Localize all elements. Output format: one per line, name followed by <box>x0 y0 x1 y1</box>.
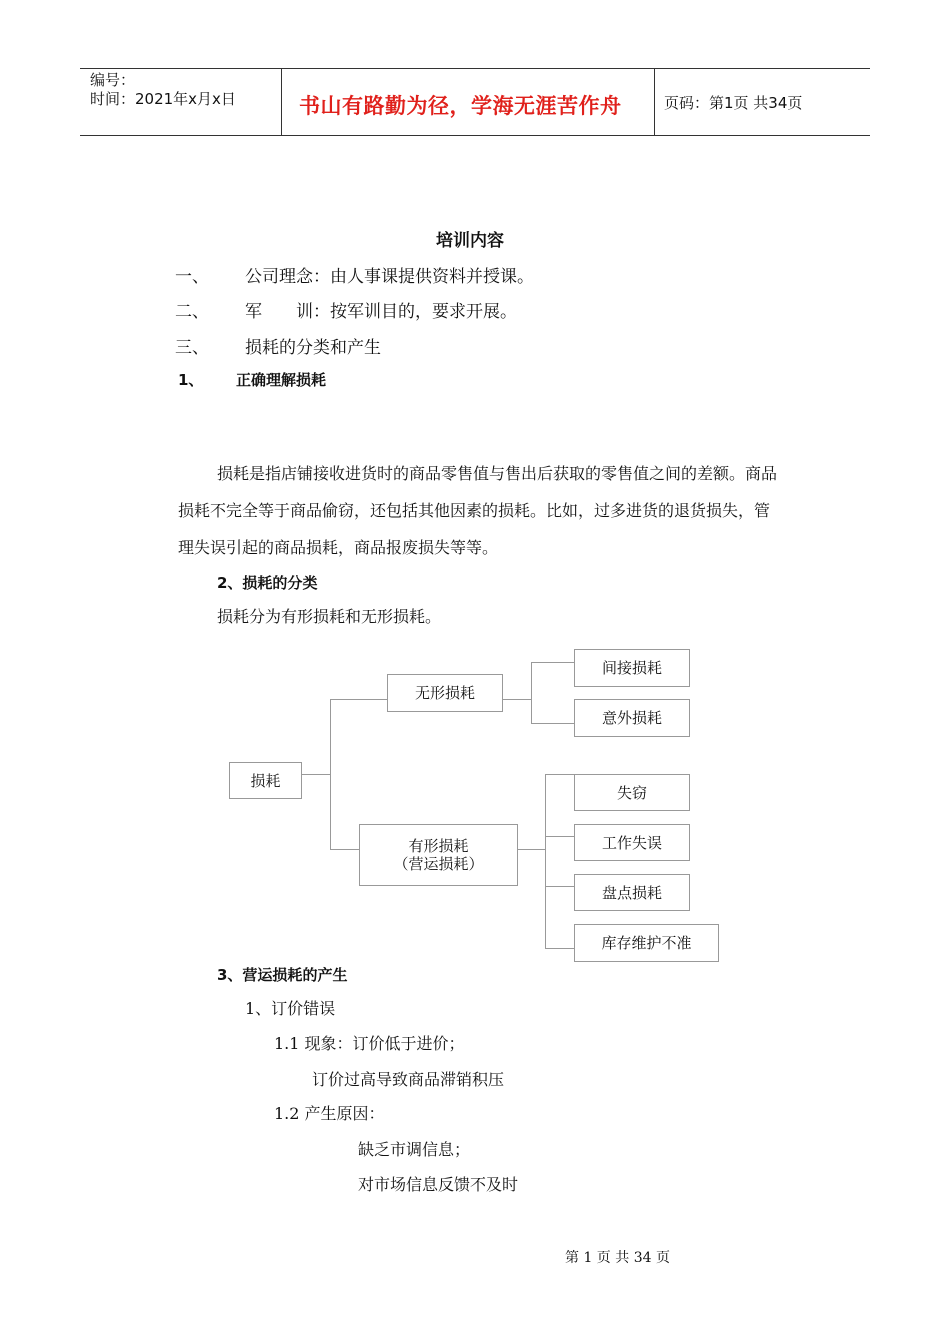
diagram-inventory-loss-box <box>574 874 690 911</box>
section-3-num: 三、 <box>175 338 209 358</box>
diagram-intangible-box <box>387 674 503 712</box>
diagram-tangible-label-2: （营运损耗） <box>393 855 484 873</box>
item-1: 1、订价错误 <box>245 999 336 1018</box>
connector-to-theft <box>545 774 574 775</box>
diagram-inventory-loss-label: 盘点损耗 <box>601 883 662 902</box>
connector-to-stock-maintenance <box>545 948 574 949</box>
section-1-num: 一、 <box>175 267 209 287</box>
header-motto: 书山有路勤为径，学海无涯苦作舟 <box>299 94 622 118</box>
diagram-theft-label: 失窃 <box>616 783 647 802</box>
subsection-1-num: 1、 <box>178 371 204 389</box>
connector-to-accidental <box>531 723 574 724</box>
subsection-2-title: 2、损耗的分类 <box>217 574 318 592</box>
paragraph-line-3: 理失误引起的商品损耗，商品报废损失等等。 <box>178 538 499 557</box>
item-1-2-reason-2: 对市场信息反馈不及时 <box>358 1175 519 1194</box>
item-1-2-reason-1: 缺乏市调信息； <box>358 1140 471 1159</box>
subsection-2-desc: 损耗分为有形损耗和无形损耗。 <box>217 607 442 626</box>
subsection-1-text: 正确理解损耗 <box>236 371 327 389</box>
section-1-text: 公司理念：由人事课提供资料并授课。 <box>245 267 534 287</box>
diagram-indirect-label: 间接损耗 <box>601 659 662 677</box>
section-3-text: 损耗的分类和产生 <box>245 338 381 358</box>
diagram-indirect-box <box>574 649 690 687</box>
subsection-3-title: 3、营运损耗的产生 <box>217 966 348 984</box>
diagram-root-label: 损耗 <box>250 771 281 790</box>
header-page-label: 页码：第1页 共34页 <box>664 94 803 112</box>
header-divider-2 <box>654 68 655 136</box>
connector-tangible-vertical <box>545 774 546 949</box>
diagram-work-error-box <box>574 824 690 861</box>
item-1-1: 1.1 现象：订价低于进价； <box>274 1034 465 1053</box>
section-2-num: 二、 <box>175 302 209 322</box>
diagram-accidental-box <box>574 699 690 737</box>
connector-root-vertical <box>330 699 331 849</box>
diagram-accidental-label: 意外损耗 <box>601 709 662 727</box>
item-1-2: 1.2 产生原因： <box>274 1104 385 1123</box>
paragraph-line-1: 损耗是指店铺接收进货时的商品零售值与售出后获取的零售值之间的差额。商品 <box>217 464 778 483</box>
diagram-theft-box <box>574 774 690 811</box>
diagram-work-error-label: 工作失误 <box>601 833 662 852</box>
header-time-label: 时间：2021年x月x日 <box>90 90 236 108</box>
section-2-text: 军 训：按军训目的，要求开展。 <box>245 302 517 322</box>
connector-to-work-error <box>545 836 574 837</box>
header-top-border <box>80 68 870 69</box>
page-title: 培训内容 <box>436 231 504 251</box>
connector-root-out <box>302 774 330 775</box>
connector-tangible-out <box>517 849 545 850</box>
item-1-1-continued: 订价过高导致商品滞销积压 <box>312 1070 505 1089</box>
paragraph-line-2: 损耗不完全等于商品偷窃，还包括其他因素的损耗。比如，过多进货的退货损失，管 <box>178 501 771 520</box>
diagram-root-box <box>229 762 302 799</box>
connector-to-indirect <box>531 662 574 663</box>
connector-to-inventory-loss <box>545 886 574 887</box>
header-bottom-border <box>80 135 870 136</box>
connector-to-tangible <box>330 849 360 850</box>
diagram-stock-maintenance-box <box>574 924 719 962</box>
connector-intangible-vertical <box>531 662 532 723</box>
diagram-intangible-label: 无形损耗 <box>414 684 475 702</box>
header-divider-1 <box>281 68 282 136</box>
page-footer: 第 1 页 共 34 页 <box>565 1250 670 1266</box>
header-number-label: 编号： <box>90 71 136 89</box>
connector-to-intangible <box>330 699 388 700</box>
diagram-tangible-box <box>359 824 518 886</box>
diagram-tangible-label-1: 有形损耗 <box>408 837 469 855</box>
diagram-stock-maintenance-label: 库存维护不准 <box>601 934 692 952</box>
connector-intangible-out <box>502 699 531 700</box>
